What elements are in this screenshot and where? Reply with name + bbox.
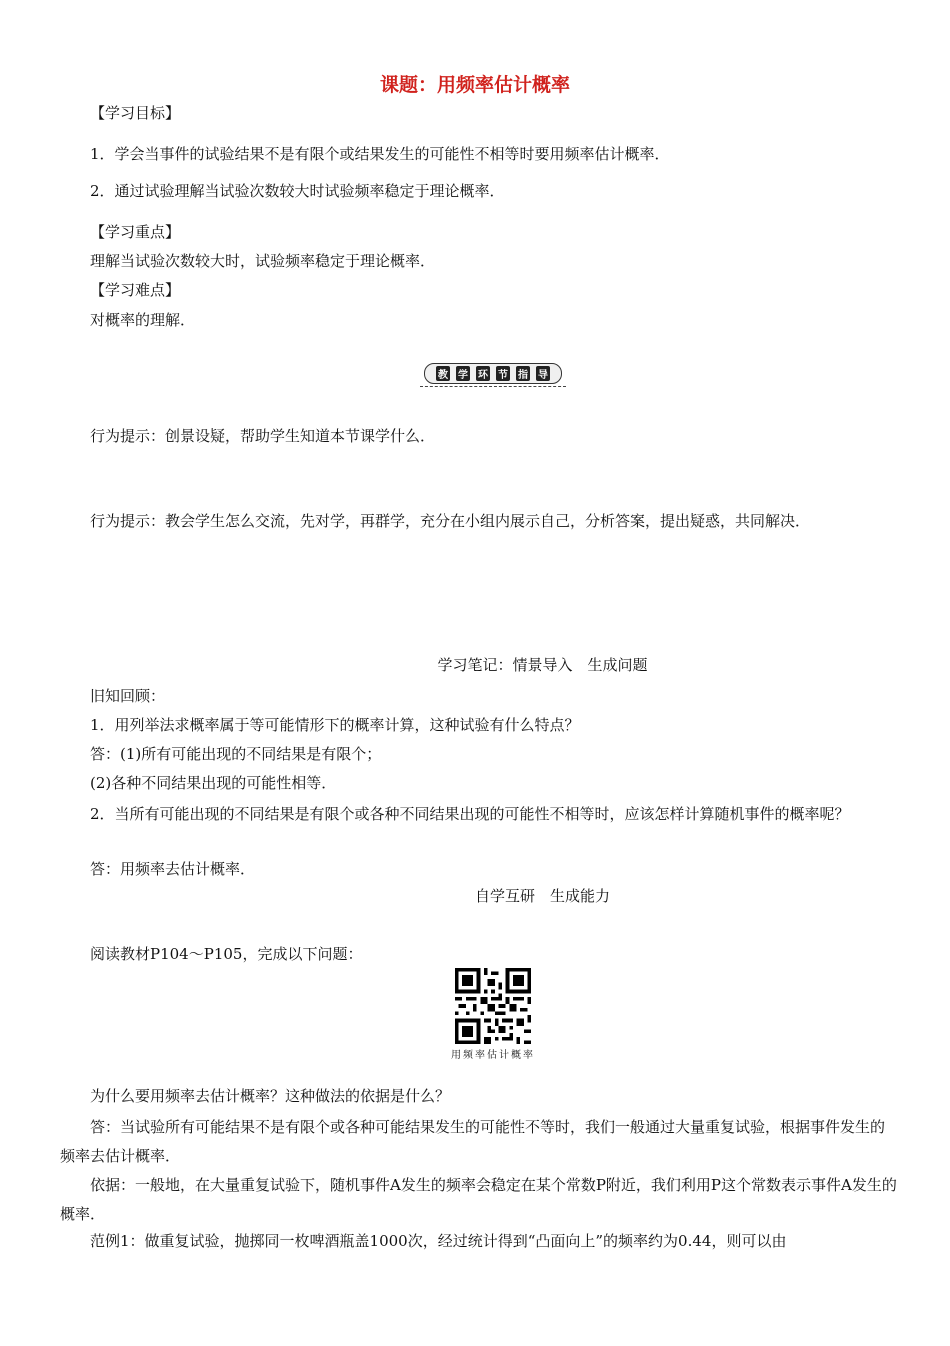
question-2: 2．当所有可能出现的不同结果是有限个或各种不同结果出现的可能性不相等时，应该怎样计算随机事件的概率呢？ (90, 805, 850, 823)
hint-1: 行为提示：创景设疑，帮助学生知道本节课学什么． (90, 427, 436, 445)
qr-caption: 用频率估计概率 (451, 1050, 535, 1061)
section1-heading: 学习笔记：情景导入 生成问题 (437, 656, 648, 674)
section-badge (420, 361, 566, 389)
reading-instruction: 阅读教材P104～P105，完成以下问题： (90, 945, 363, 963)
review-label: 旧知回顾： (90, 687, 166, 705)
key-text: 理解当试验次数较大时，试验频率稳定于理论概率． (90, 252, 436, 270)
section2-heading: 自学互研 生成能力 (474, 887, 610, 905)
badge-char: 节 (496, 366, 510, 381)
example-1: 范例1：做重复试验，抛掷同一枚啤酒瓶盖1000次，经过统计得到“凸面向上”的频率约为0.44，则可以由 (90, 1232, 787, 1250)
self-study-answer: 答：当试验所有可能结果不是有限个或各种可能结果发生的可能性不等时，我们一般通过大量重复试验，根据事件发生的频率去估计概率． (60, 1118, 886, 1165)
self-study-question: 为什么要用频率去估计概率？这种做法的依据是什么？ (90, 1087, 451, 1105)
badge-divider (420, 386, 566, 387)
answer-1b: (2)各种不同结果出现的可能性相等． (90, 774, 337, 792)
difficulty-heading: 【学习难点】 (90, 281, 181, 299)
page-title: 课题：用频率估计概率 (379, 74, 570, 96)
badge-char: 导 (536, 366, 550, 381)
key-heading: 【学习重点】 (90, 223, 181, 241)
badge-char: 教 (436, 366, 450, 381)
self-study-basis: 依据：一般地，在大量重复试验下，随机事件A发生的频率会稳定在某个常数P附近，我们利用P这个常数表示事件A发生的概率． (60, 1176, 897, 1223)
difficulty-text: 对概率的理解． (90, 311, 196, 329)
badge-char: 指 (516, 366, 530, 381)
hint-2: 行为提示：教会学生怎么交流，先对学，再群学，充分在小组内展示自己，分析答案，提出疑惑，共同解决． (90, 512, 811, 530)
badge-char: 学 (456, 366, 470, 381)
answer-2: 答：用频率去估计概率． (90, 860, 256, 878)
answer-1a: 答：(1)所有可能出现的不同结果是有限个； (90, 745, 382, 763)
badge-char: 环 (476, 366, 490, 381)
qr-code-icon (455, 968, 531, 1044)
question-1: 1．用列举法求概率属于等可能情形下的概率计算，这种试验有什么特点？ (90, 716, 580, 734)
goal-item-1: 1．学会当事件的试验结果不是有限个或结果发生的可能性不相等时要用频率估计概率． (90, 145, 670, 163)
goals-heading: 【学习目标】 (90, 104, 181, 122)
goal-item-2: 2．通过试验理解当试验次数较大时试验频率稳定于理论概率． (90, 182, 505, 200)
